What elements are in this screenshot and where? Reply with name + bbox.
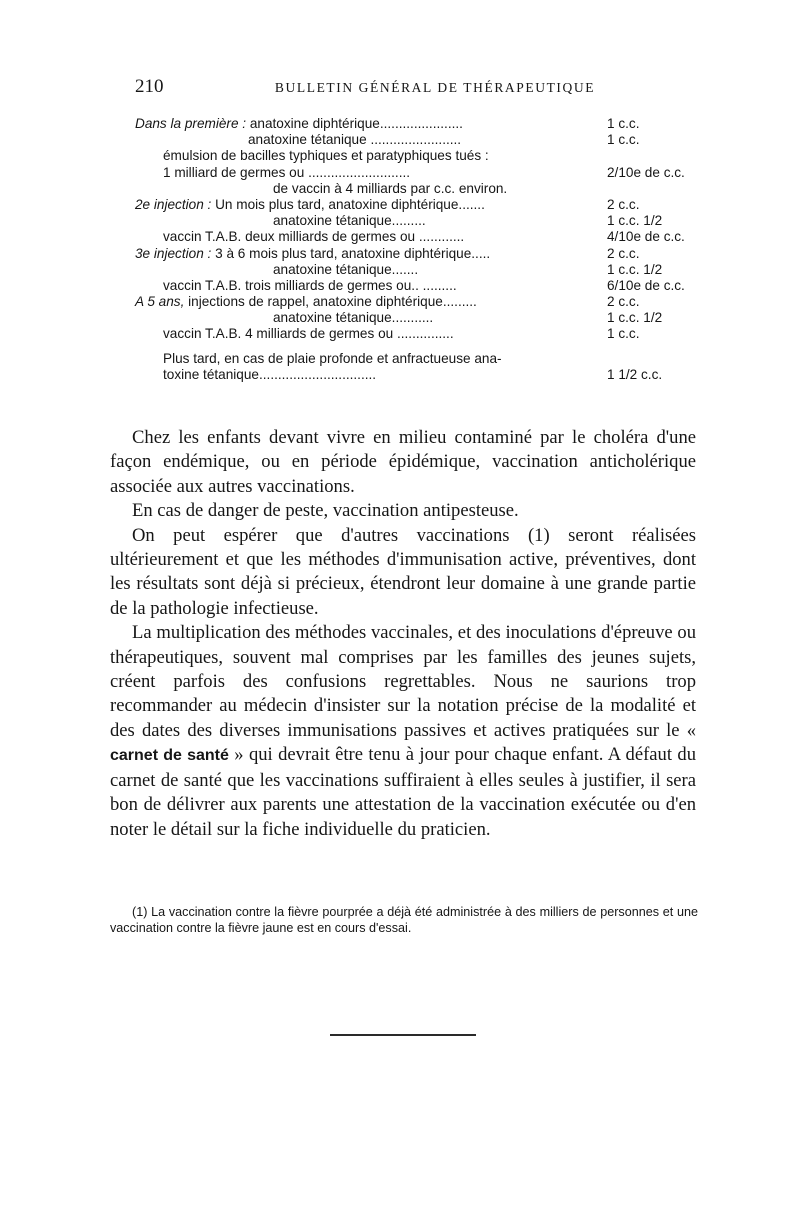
schedule-row: [135, 367, 700, 383]
schedule-text: vaccin T.A.B. deux milliards de germes ou ............: [163, 229, 465, 245]
schedule-dose: 4/10e de c.c.: [607, 229, 685, 245]
schedule-text: de vaccin à 4 milliards par c.c. environ.: [273, 180, 508, 196]
footnote: [110, 904, 698, 936]
schedule-dose: 1 c.c.: [607, 116, 640, 131]
schedule-row: [135, 116, 700, 132]
schedule-text: injections de rappel, anatoxine diphtérique.........: [184, 294, 477, 310]
schedule-dose: 1 c.c.: [607, 132, 640, 148]
schedule-row: [135, 148, 700, 164]
page-number: 210: [135, 76, 164, 97]
schedule-lead: 3e injection :: [135, 245, 212, 261]
schedule-row: [135, 165, 700, 181]
schedule-text: anatoxine tétanique...........: [273, 310, 434, 326]
schedule-text: anatoxine diphtérique......................: [246, 116, 463, 131]
schedule-dose: 1 c.c.: [607, 326, 640, 342]
schedule-text: anatoxine tétanique ........................: [248, 132, 462, 148]
schedule-row: [135, 181, 700, 197]
schedule-row: [135, 197, 700, 213]
schedule-dose: 1 c.c. 1/2: [607, 310, 663, 326]
schedule-row: [135, 294, 700, 310]
schedule-text: 1 milliard de germes ou ...........................: [163, 164, 411, 180]
schedule-text: émulsion de bacilles typhiques et paratyphiques tués :: [163, 148, 489, 164]
schedule-row: [135, 246, 700, 262]
schedule-text: vaccin T.A.B. 4 milliards de germes ou ...............: [163, 326, 454, 342]
schedule-text: 3 à 6 mois plus tard, anatoxine diphtérique.....: [211, 245, 491, 261]
journal-title: BULLETIN GÉNÉRAL DE THÉRAPEUTIQUE: [274, 80, 596, 95]
schedule-lead: A 5 ans,: [135, 294, 185, 310]
paragraph: Chez les enfants devant vivre en milieu contaminé par le choléra d'une façon endémique, ou en période épidémique, vaccination anticholérique associée aux autres vaccinations.: [110, 427, 696, 497]
schedule-dose: 2/10e de c.c.: [607, 164, 685, 180]
schedule-text: Plus tard, en cas de plaie profonde et anfractueuse ana-: [163, 350, 502, 366]
schedule-row: [135, 326, 700, 342]
schedule-description: [135, 246, 490, 262]
schedule-description: [135, 116, 463, 132]
paragraph: [110, 621, 696, 842]
schedule-text: anatoxine tétanique.........: [273, 213, 426, 229]
schedule-dose: 2 c.c.: [607, 294, 640, 310]
schedule-row: [135, 310, 700, 326]
schedule-description: [135, 197, 485, 213]
schedule-text: vaccin T.A.B. trois milliards de germes ou.. .........: [163, 277, 457, 293]
schedule-text: anatoxine tétanique.......: [273, 261, 419, 277]
schedule-dose: 2 c.c.: [607, 245, 640, 261]
running-head: [135, 76, 695, 98]
schedule-row: [135, 132, 700, 148]
body-text: [110, 426, 696, 842]
schedule-row: [135, 262, 700, 278]
schedule-text: toxine tétanique...............................: [163, 366, 377, 382]
schedule-dose: 1 1/2 c.c.: [607, 366, 663, 382]
schedule-dose: 1 c.c. 1/2: [607, 261, 663, 277]
schedule-lead: 2e injection :: [135, 196, 212, 212]
paragraph-text: La multiplication des méthodes vaccinales, et des inoculations d'épreuve ou thérapeutiques, souvent mal comprises par les familles des jeunes sujets, créent parfois des confusions regrettables. Nous ne saurions trop recommander au médecin d'insister sur la notation précise de la modalité et des dates des diverses immunisations passives et actives pratiquées sur le «: [110, 622, 696, 741]
schedule-dose: 2 c.c.: [607, 196, 640, 212]
schedule-description: [135, 294, 477, 310]
schedule-row: [135, 351, 700, 367]
footnote-text: (1) La vaccination contre la fièvre pourprée a déjà été administrée à des milliers de personnes et une vaccination contre la fièvre jaune est en cours d'essai.: [110, 905, 698, 935]
schedule-lead: Dans la première :: [135, 116, 247, 131]
paragraph: On peut espérer que d'autres vaccinations (1) seront réalisées ultérieurement et que les méthodes d'immunisation active, préventives, dont les résultats sont déjà si précieux, étendront leur domaine à une grande partie de la pathologie infectieuse.: [110, 524, 696, 619]
paragraph-text: » qui devrait être tenu à jour pour chaque enfant. A défaut du carnet de santé que les vaccinations suffiraient à elles seules à justifier, il sera bon de délivrer aux parents une attestation de la vaccination exécutée ou d'en noter le détail sur la fiche individuelle du praticien.: [110, 744, 696, 840]
bold-term: carnet de santé: [110, 747, 229, 765]
schedule-row: [135, 229, 700, 245]
schedule-gap: [135, 343, 700, 351]
schedule-row: [135, 213, 700, 229]
schedule-row: [135, 278, 700, 294]
schedule-dose: 6/10e de c.c.: [607, 277, 685, 293]
schedule-text: Un mois plus tard, anatoxine diphtérique.......: [211, 196, 485, 212]
end-rule: [330, 1034, 476, 1036]
vaccination-schedule: [135, 116, 700, 383]
paragraph: En cas de danger de peste, vaccination antipesteuse.: [132, 500, 519, 522]
schedule-dose: 1 c.c. 1/2: [607, 213, 663, 229]
